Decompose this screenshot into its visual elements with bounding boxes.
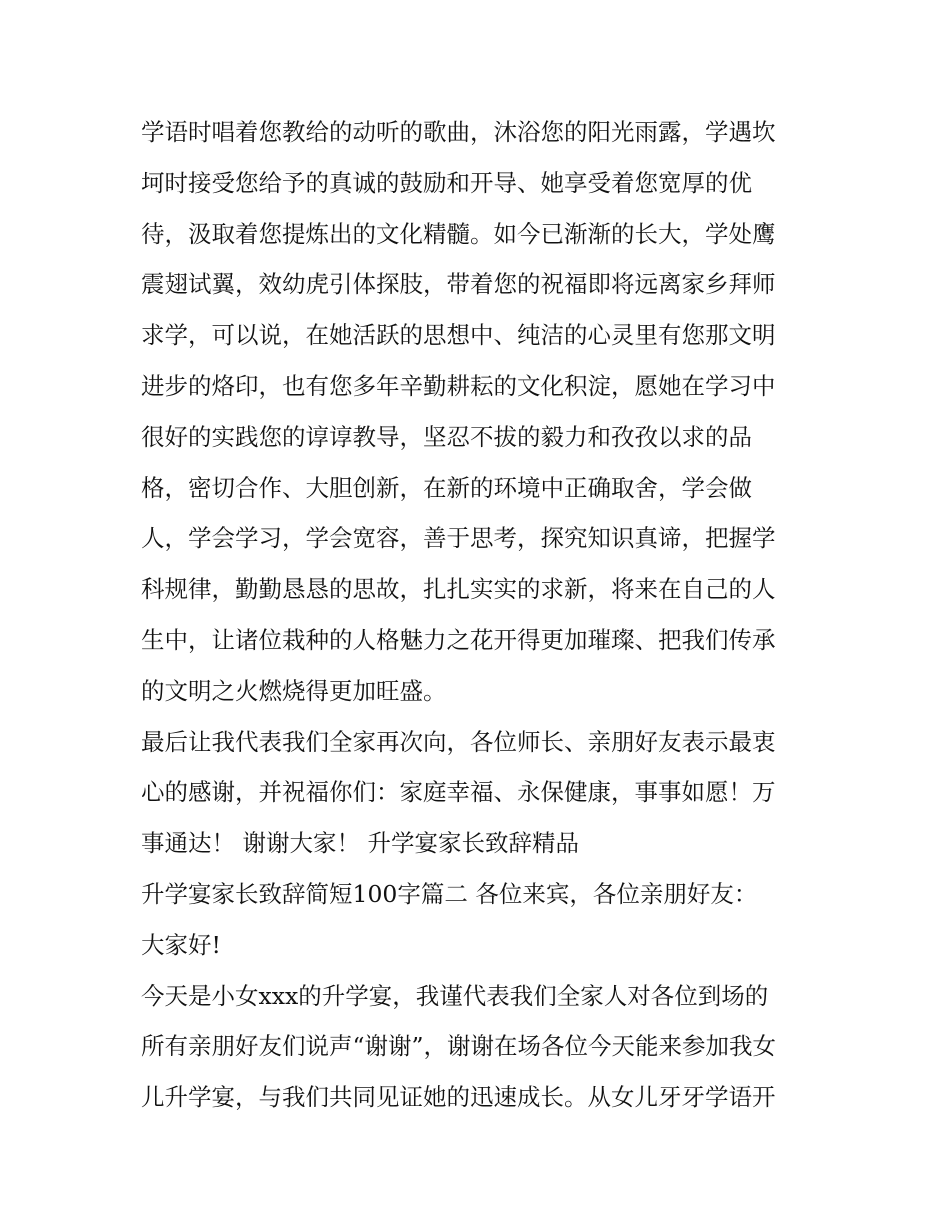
- text-line-11: 生中，让诸位栽种的人格魅力之花开得更加璀璨、把我们传承: [141, 625, 776, 654]
- text-line-5: 求学，可以说，在她活跃的思想中、纯洁的心灵里有您那文明: [141, 321, 776, 350]
- text-line-10: 科规律，勤勤恳恳的思故，扎扎实实的求新，将来在自己的人: [141, 575, 776, 604]
- text-line-2: 坷时接受您给予的真诚的鼓励和开导、她享受着您宽厚的优: [141, 168, 752, 197]
- text-line-1: 学语时唱着您教给的动听的歌曲，沐浴您的阳光雨露，学遇坎: [141, 118, 776, 146]
- text-line-15: 事通达！ 谢谢大家！ 升学宴家长致辞精品: [141, 829, 579, 858]
- text-line-4: 震翅试翼，效幼虎引体探肢，带着您的祝福即将远离家乡拜师: [141, 270, 776, 299]
- text-line-16: 升学宴家长致辞简短100字篇二 各位来宾，各位亲朋好友：: [141, 879, 758, 908]
- text-line-8: 格，密切合作、大胆创新，在新的环境中正确取舍，学会做: [141, 473, 752, 502]
- text-line-17: 大家好!: [141, 930, 221, 959]
- text-line-18: 今天是小女xxx的升学宴，我谨代表我们全家人对各位到场的: [141, 981, 769, 1010]
- text-line-9: 人，学会学习，学会宽容，善于思考，探究知识真谛，把握学: [141, 524, 776, 553]
- body-text: [141, 107, 821, 1123]
- text-line-13: 最后让我代表我们全家再次向，各位师长、亲朋好友表示最衷: [141, 727, 776, 756]
- text-line-3: 待，汲取着您提炼出的文化精髓。如今已渐渐的长大，学处鹰: [141, 219, 776, 248]
- text-line-20: 儿升学宴，与我们共同见证她的迅速成长。从女儿牙牙学语开: [141, 1083, 776, 1112]
- text-line-19: 所有亲朋好友们说声“谢谢”，谢谢在场各位今天能来参加我女: [141, 1032, 777, 1061]
- text-line-12: 的文明之火燃烧得更加旺盛。: [141, 676, 447, 705]
- text-line-6: 进步的烙印，也有您多年辛勤耕耘的文化积淀，愿她在学习中: [141, 371, 776, 400]
- text-line-14: 心的感谢，并祝福你们：家庭幸福、永保健康，事事如愿！万: [141, 778, 776, 807]
- text-line-7: 很好的实践您的谆谆教导，坚忍不拔的毅力和孜孜以求的品: [141, 422, 752, 451]
